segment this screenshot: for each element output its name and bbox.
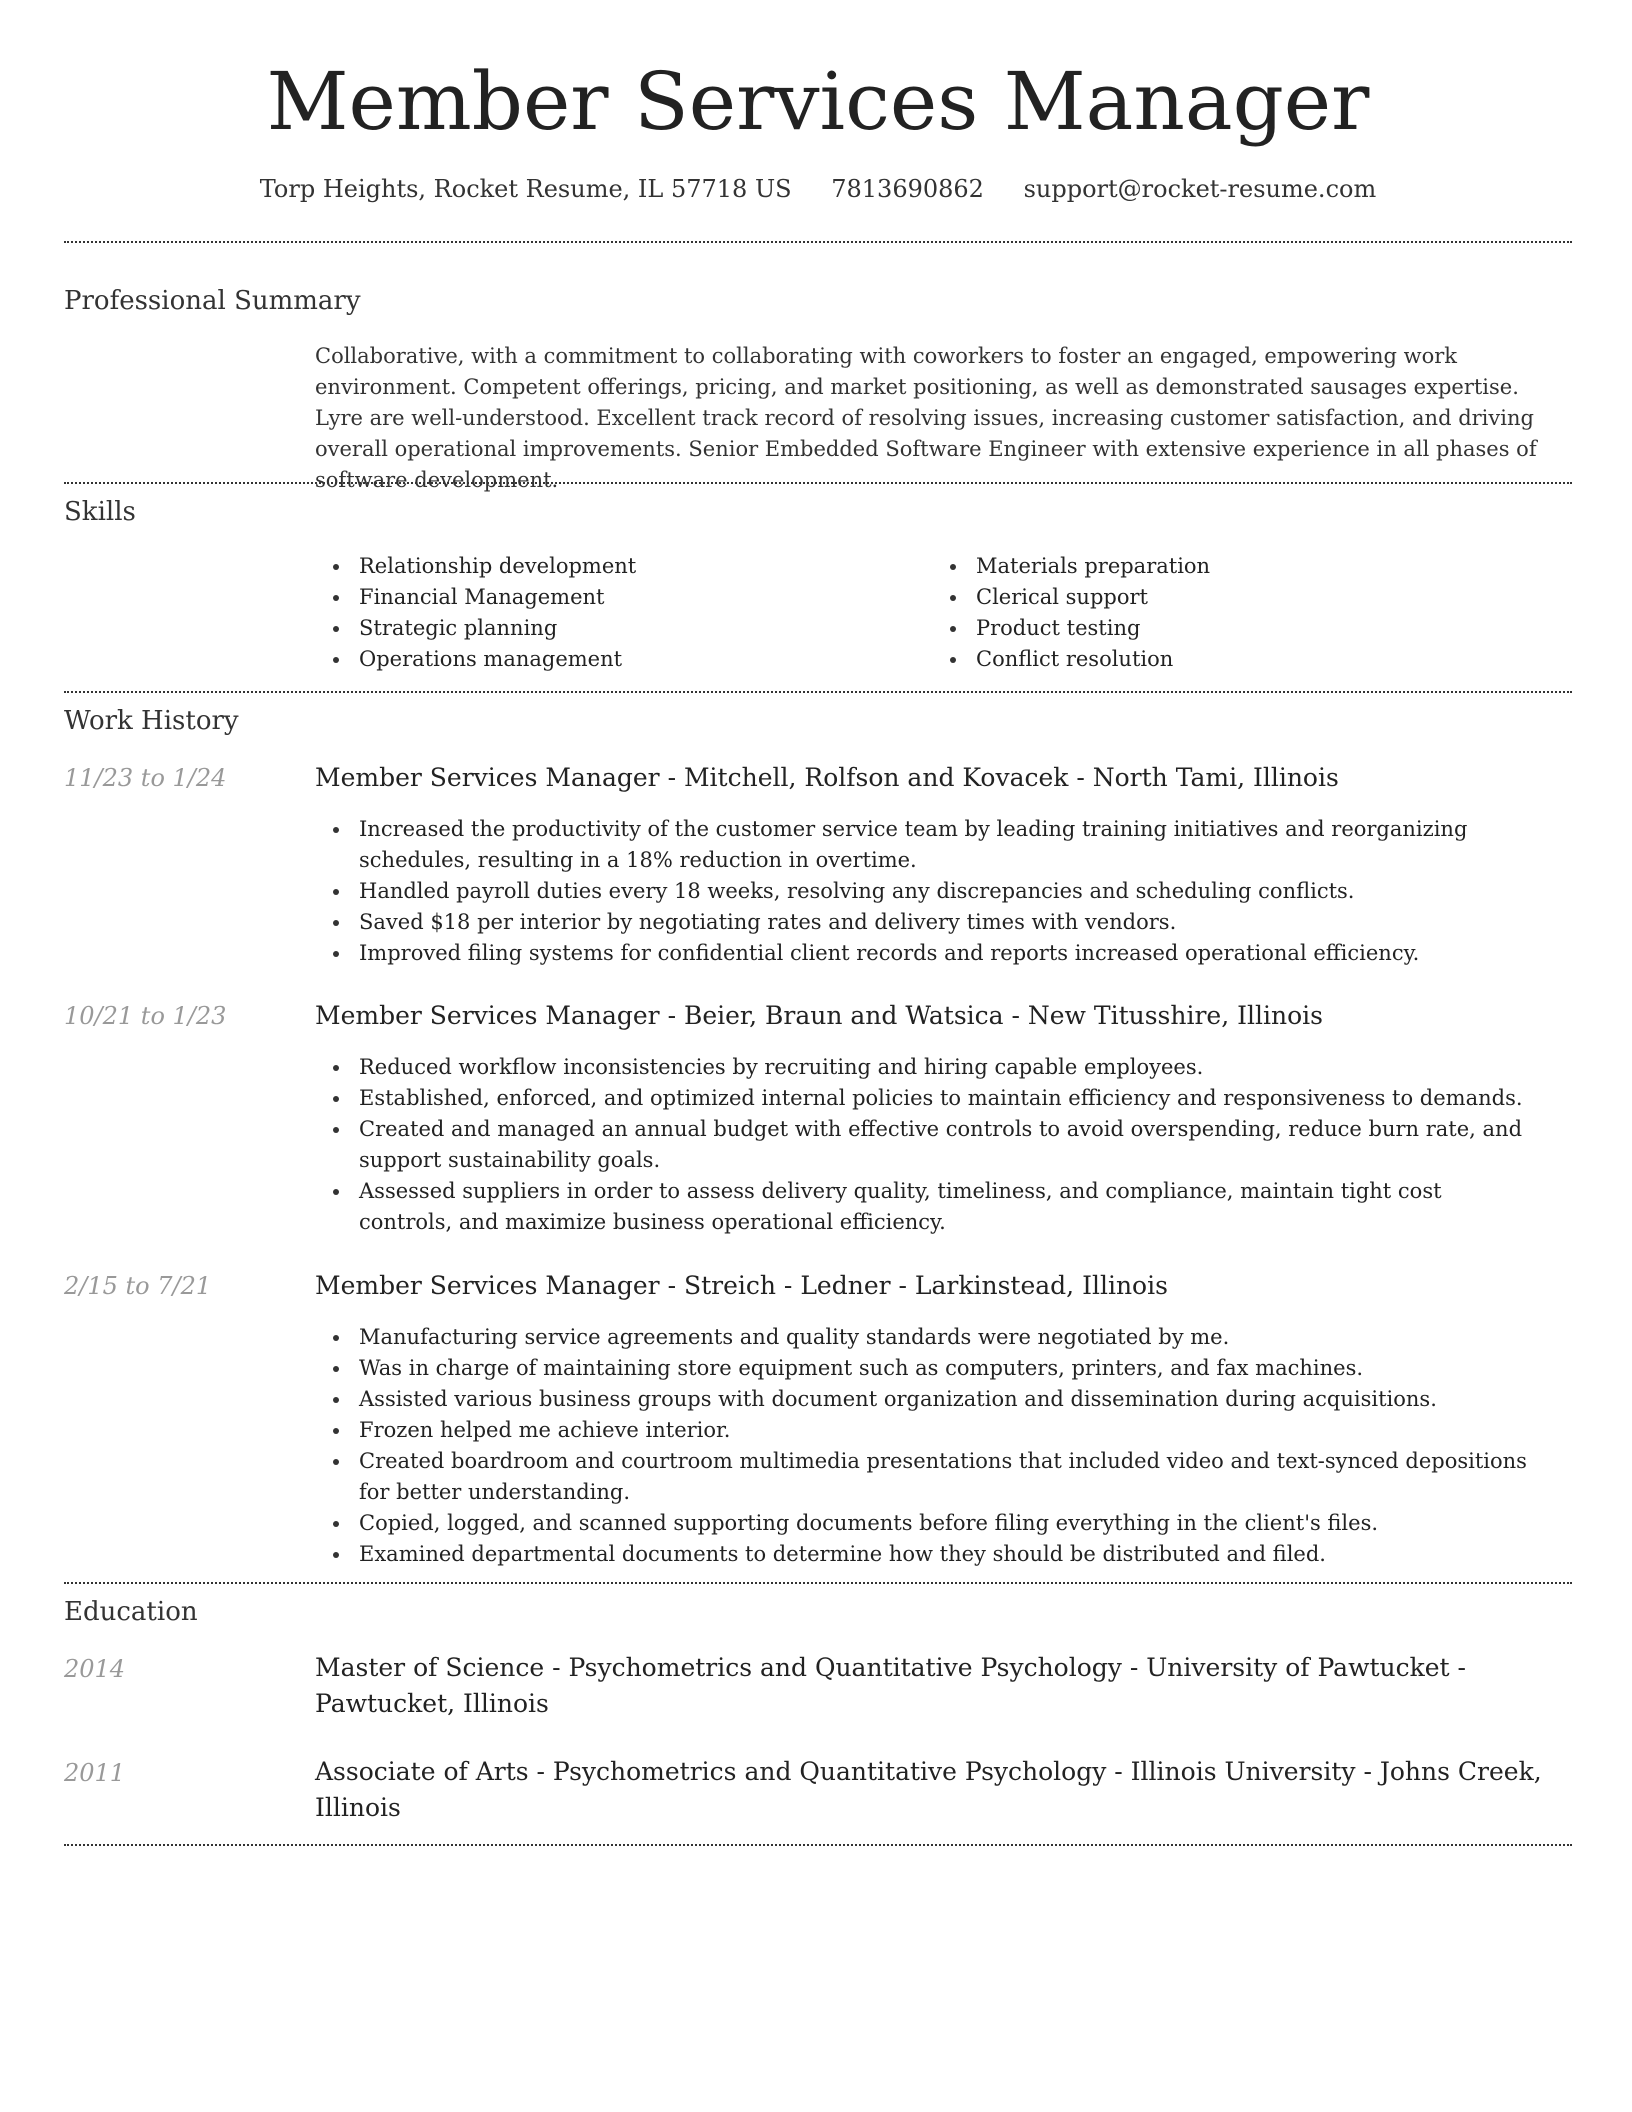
education-entry: Associate of Arts - Psychometrics and Quantitative Psychology - Illinois University - Johns Creek, Illinois [315, 1757, 1542, 1822]
job-bullet: Saved $18 per interior by negotiating rates and delivery times with vendors. [315, 907, 1535, 938]
skill-item: Relationship development [315, 551, 915, 582]
section-divider [64, 691, 1572, 693]
skill-item: Conflict resolution [932, 644, 1532, 675]
skill-item: Materials preparation [932, 551, 1532, 582]
resume-name: Member Services Manager [266, 55, 1370, 148]
skill-item: Strategic planning [315, 613, 915, 644]
education-date: 2014 [64, 1655, 126, 1683]
job-bullet: Created and managed an annual budget with effective controls to avoid overspending, reduce burn rate, and support sustainability goals. [315, 1114, 1535, 1176]
job-bullet: Was in charge of maintaining store equipment such as computers, printers, and fax machines. [315, 1353, 1535, 1384]
job-title: Member Services Manager - Streich - Ledner - Larkinstead, Illinois [315, 1271, 1168, 1300]
job-title: Member Services Manager - Mitchell, Rolfson and Kovacek - North Tami, Illinois [315, 763, 1339, 792]
job-bullet: Created boardroom and courtroom multimedia presentations that included video and text-synced depositions for better understanding. [315, 1446, 1535, 1508]
summary-text: Collaborative, with a commitment to collaborating with coworkers to foster an engaged, empowering work environment. Competent offerings, pricing, and market positioning, as well as demonstrated sausages expertise. Lyre are well-understood. Excellent track record of resolving issues, increasing customer satisfaction, and driving overall operational improvements. Senior Embedded Software Engineer with extensive experience in all phases of software development. [315, 344, 1537, 492]
job-bullet-list [315, 1322, 1535, 1570]
work-heading: Work History [64, 706, 239, 736]
summary-heading: Professional Summary [64, 286, 361, 316]
job-title: Member Services Manager - Beier, Braun and Watsica - New Titusshire, Illinois [315, 1001, 1323, 1030]
skill-item: Clerical support [932, 582, 1532, 613]
job-bullet: Reduced workflow inconsistencies by recruiting and hiring capable employees. [315, 1052, 1535, 1083]
job-bullet: Established, enforced, and optimized internal policies to maintain efficiency and responsiveness to demands. [315, 1083, 1535, 1114]
section-divider [64, 1582, 1572, 1584]
job-bullet: Examined departmental documents to determine how they should be distributed and filed. [315, 1539, 1535, 1570]
education-heading: Education [64, 1597, 198, 1627]
section-divider [64, 241, 1572, 243]
contact-address: Torp Heights, Rocket Resume, IL 57718 US [259, 175, 792, 203]
job-bullet: Manufacturing service agreements and quality standards were negotiated by me. [315, 1322, 1535, 1353]
job-date: 2/15 to 7/21 [64, 1272, 212, 1300]
skill-item: Operations management [315, 644, 915, 675]
skill-item: Product testing [932, 613, 1532, 644]
job-bullet: Improved filing systems for confidential client records and reports increased operational efficiency. [315, 938, 1535, 969]
job-bullet: Increased the productivity of the customer service team by leading training initiatives and reorganizing schedules, resulting in a 18% reduction in overtime. [315, 814, 1535, 876]
skill-item: Financial Management [315, 582, 915, 613]
contact-line [64, 172, 1572, 206]
job-date: 11/23 to 1/24 [64, 764, 227, 792]
skills-left-column [315, 551, 915, 675]
education-entry: Master of Science - Psychometrics and Quantitative Psychology - University of Pawtucket - Pawtucket, Illinois [315, 1653, 1467, 1718]
job-bullet-list [315, 814, 1535, 969]
section-divider [64, 482, 1572, 484]
skills-right-column [932, 551, 1532, 675]
job-bullet: Assessed suppliers in order to assess delivery quality, timeliness, and compliance, maintain tight cost controls, and maximize business operational efficiency. [315, 1176, 1535, 1238]
job-bullet: Handled payroll duties every 18 weeks, resolving any discrepancies and scheduling conflicts. [315, 876, 1535, 907]
section-divider [64, 1844, 1572, 1846]
contact-email[interactable]: support@rocket-resume.com [1023, 175, 1377, 203]
skills-heading: Skills [64, 497, 136, 527]
education-date: 2011 [64, 1759, 126, 1787]
job-bullet: Frozen helped me achieve interior. [315, 1415, 1535, 1446]
job-bullet: Copied, logged, and scanned supporting documents before filing everything in the client's files. [315, 1508, 1535, 1539]
job-date: 10/21 to 1/23 [64, 1002, 227, 1030]
job-bullet-list [315, 1052, 1535, 1238]
job-bullet: Assisted various business groups with document organization and dissemination during acquisitions. [315, 1384, 1535, 1415]
contact-phone: 7813690862 [831, 175, 984, 203]
